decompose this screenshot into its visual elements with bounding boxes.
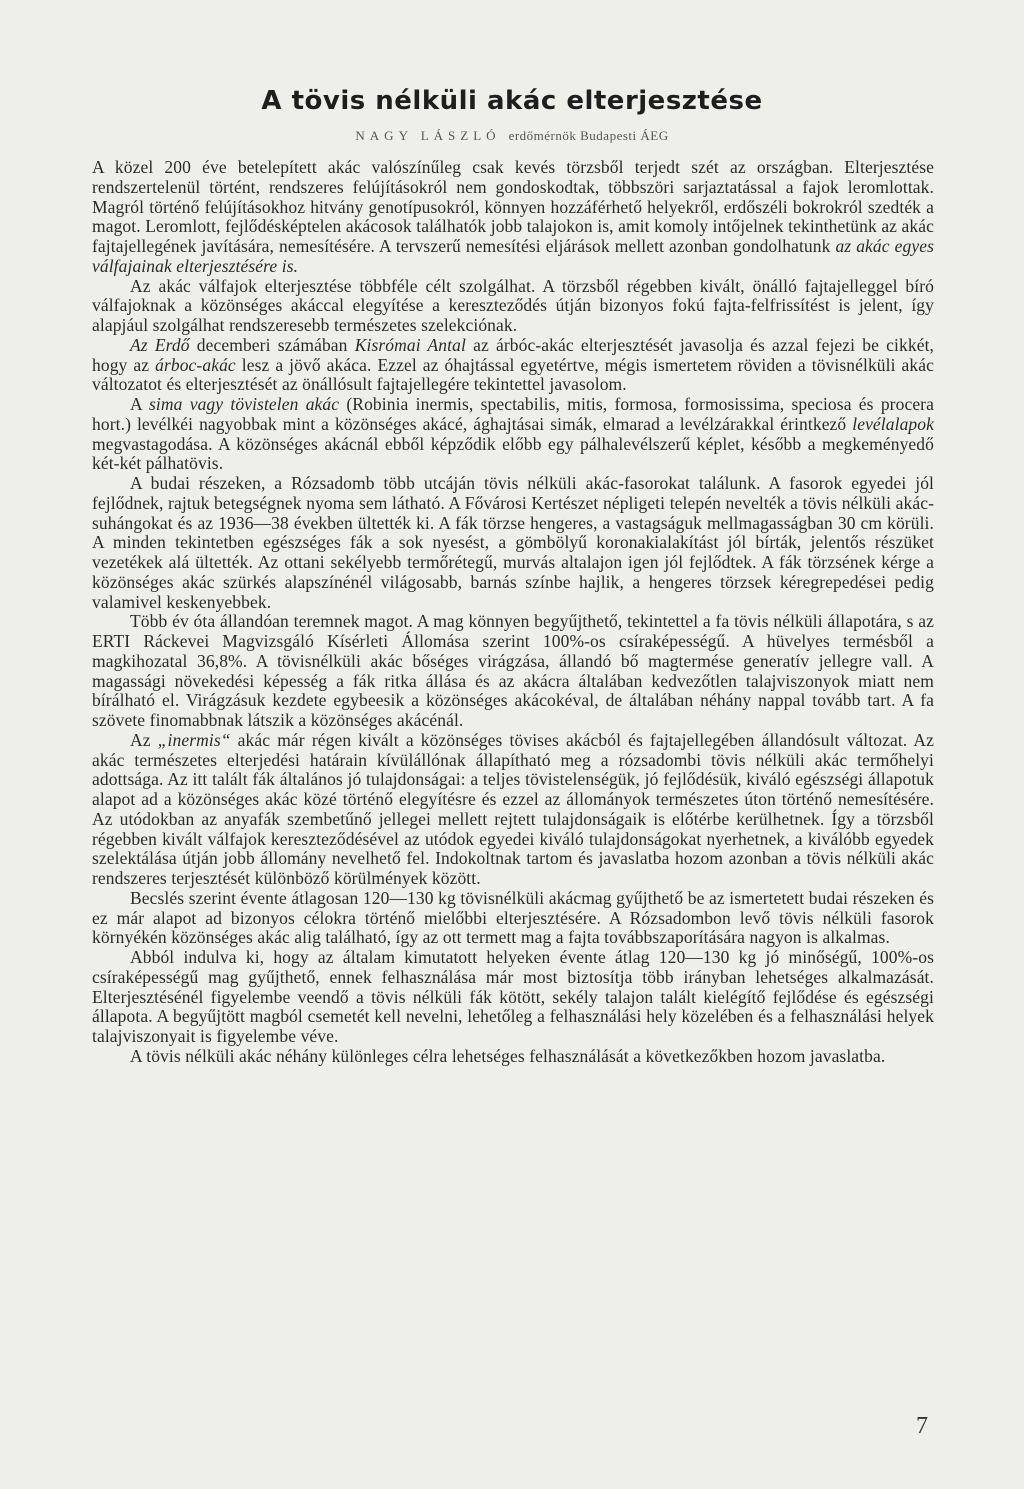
paragraph bbox=[92, 1047, 934, 1067]
text-run: A budai részeken, a Rózsadomb több utcáján tövis nélküli akác-fasorokat találunk. A fasorok egyedei jól fejlődnek, rajtuk betegségnek nyoma sem látható. A Fővárosi Kertészet népligeti telepén nevelték a tövis nélküli akác-suhángokat és az 1936—38 években ültették ki. A fák törzse hengeres, a vastagságuk mellmagasságban 30 cm körüli. A minden tekintetben egészséges fák a sok nyesést, a gömbölyű koronakialakítást jól bírták, jelentős részüket vezetékek alá ültették. Az ottani sekélyebb termőrétegű, murvás altalajon igen jól fejlődtek. A fák törzsének kérge a közönséges akác szürkés alapszínénél világosabb, barnás színbe hajlik, a hengeres törzsek kéregrepedései pedig valamivel keskenyebbek. bbox=[92, 473, 934, 612]
text-run: lesz a jövő akáca. Ezzel az óhajtással egyetértve, mégis ismertetem röviden a tövisnélküli akác változatot és elterjesztését az önállósult fajtajellegére tekintettel javasolom. bbox=[92, 354, 934, 395]
italic-text: Az Erdő bbox=[130, 334, 190, 355]
paragraph bbox=[92, 948, 934, 1047]
article-body bbox=[92, 158, 934, 1067]
italic-text: árboc-akác bbox=[155, 354, 236, 375]
text-run: A bbox=[130, 394, 150, 414]
page-number: 7 bbox=[916, 1413, 928, 1439]
text-run: Becslés szerint évente átlagosan 120—130 kg tövisnélküli akácmag gyűjthető be az ismertetett budai részeken és ez már alapot ad bizonyos célokra történő mielőbbi elterjesztésére. A Rózsadombon levő tövis nélküli fasorok környékén közönséges akác alig található, így az ott termett mag a fajta továbbszaporítására nagyon is alkalmas. bbox=[92, 887, 934, 948]
author-name: NAGY LÁSZLÓ bbox=[355, 128, 501, 143]
text-run: akác már régen kivált a közönséges tövises akácból és fajtajellegében állandósult változat. Az akác természetes elterjedési határain kívülállónak állapítható meg a rózsadombi tövis nélküli akác termőhelyi adottsága. Az itt talált fák általános jó tulajdonságai: a teljes tövistelenségük, jó fejlődésük, kiváló egészségi állapotuk alapot ad a közönséges akác közé történő elegyítésre és ezzel az állományok természetes úton történő nemesítésére. Az utódokban az anyafák szembetűnő jellegei mellett rejtett tulajdonságaik is előtérbe kerülhetnek. Így a törzsből régebben kivált válfajok kereszteződésével az utódok egyedei kiváló tulajdonságokat nyerhetnek, a kiválóbb egyedek szelektálása útján jobb állomány nevelhető fel. Indokoltnak tartom és javaslatba hozom azonban a tövis nélküli akác rendszeres terjesztését különböző körülmények között. bbox=[92, 729, 934, 888]
author-role: erdőmérnök Budapesti ÁEG bbox=[508, 128, 669, 143]
italic-text: levélalapok bbox=[852, 413, 934, 434]
text-run: megvastagodása. A közönséges akácnál ebből képződik előbb egy pálhalevélszerű képlet, később a megkeményedő két-két pálhatövis. bbox=[92, 433, 934, 474]
article-title: A tövis nélküli akác elterjesztése bbox=[261, 86, 763, 116]
text-run: A közel 200 éve betelepített akác valószínűleg csak kevés törzsből terjedt szét az országban. Elterjesztése rendszertelenül történt, rendszeres felújításokról nem gondoskodtak, többszöri sarjaztatással a fajok leromlottak. Magról történő felújításokhoz hitvány genotípusokról, könnyen hozzáférhető helyekről, erdőszéli bokrokról szedték a magot. Leromlott, fejlődésképtelen akácosok találhatók jobb talajokon is, amit komoly intőjelnek tekinthetünk az akác fajtajellegének javítására, nemesítésére. A tervszerű nemesítési eljárások mellett azonban gondolhatunk bbox=[92, 157, 934, 256]
paragraph bbox=[92, 474, 934, 612]
paragraph bbox=[92, 158, 934, 277]
author-byline bbox=[0, 128, 1024, 144]
paragraph bbox=[92, 336, 934, 395]
text-run: A tövis nélküli akác néhány különleges célra lehetséges felhasználását a következőkben hozom javaslatba. bbox=[130, 1045, 886, 1066]
text-run: Több év óta állandóan teremnek magot. A mag könnyen begyűjthető, tekintettel a fa tövis nélküli állapotára, s az ERTI Ráckevei Magvizsgáló Kísérleti Állomása szerint 100%-os csíraképességű. A hüvelyes termésből a magkihozatal 36,8%. A tövisnélküli akác bőséges virágzása, állandó bő magtermése generatív jellegre vall. A magassági növekedési képesség a fák ritka állása és az akácra általában kedvezőtlen talajviszonyok miatt nem bírálható el. Virágzásuk kezdete egybeesik a közönséges akácokéval, de általában néhány nappal tovább tart. A fa szövete finomabbnak látszik a közönséges akácénál. bbox=[92, 611, 934, 730]
italic-text: az akác egyes válfajainak elterjesztésére is. bbox=[92, 236, 934, 276]
paragraph bbox=[92, 731, 934, 889]
italic-text: sima vagy tövistelen akác bbox=[149, 394, 340, 414]
text-run: Abból indulva ki, hogy az általam kimutatott helyeken évente átlag 120—130 kg jó minőségű, 100%-os csíraképességű mag gyűjthető, ennek felhasználása már most biztosítja több irányban lehetséges alkalmazását. Elterjesztésénél figyelembe veendő a tövis nélküli fák kötött, sekély talajon talált kielégítő fejlődése és egészségi állapota. A begyűjtött magból csemetét kell nevelni, lehetőleg a felhasználási hely közelében és a felhasználási helyek talajviszonyait is figyelembe véve. bbox=[92, 947, 934, 1046]
paragraph bbox=[92, 612, 934, 731]
text-run: (Robinia inermis, spectabilis, mitis, formosa, formosissima, speciosa és procera hort.) levélkéi nagyobbak mint a közönséges akácé, ághajtásai simák, elmarad a levélzárakkal érintkező bbox=[92, 394, 934, 434]
text-run: decemberi számában bbox=[189, 334, 355, 355]
text-run: Az akác válfajok elterjesztése többféle célt szolgálhat. A törzsből régebben kivált, önálló fajtajelleggel bíró válfajoknak a közönséges akáccal elegyítése a kereszteződés útján bizonyos fokú fajta-felfrissítést is jelent, így alapjául szolgálhat rendszeresebb természetes szelekciónak. bbox=[92, 275, 934, 335]
italic-text: Kisrómai Antal bbox=[354, 334, 466, 355]
text-run: az árbóc-akác elterjesztését javasolja és azzal fejezi be cikkét, hogy az bbox=[92, 334, 935, 375]
paragraph bbox=[92, 889, 934, 948]
text-run: Az bbox=[130, 729, 158, 750]
paragraph bbox=[92, 277, 934, 336]
paragraph bbox=[92, 395, 934, 474]
italic-text: „inermis“ bbox=[157, 729, 231, 750]
